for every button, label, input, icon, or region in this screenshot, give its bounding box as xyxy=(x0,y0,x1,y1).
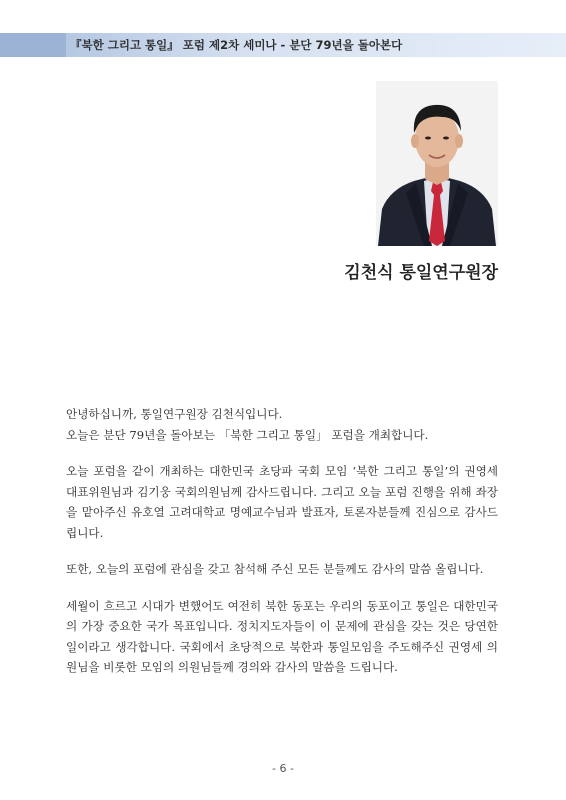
paragraph-4: 세월이 흐르고 시대가 변했어도 여전히 북한 동포는 우리의 동포이고 통일은 대한민국의 가장 중요한 국가 목표입니다. 정치지도자들이 이 문제에 관심을 갖는 것은 당연한 일이라고 생각합니다. 국회에서 초당적으로 북한과 통일모임을 주도해주신 권영세 의원님을 비롯한 모임의 의원님들께 경의와 감사의 말씀을 드립니다. xyxy=(66,598,498,674)
header-band xyxy=(0,33,566,57)
speaker-name: 김천식 통일연구원장 xyxy=(344,263,498,283)
paragraph-1-line-1: 안녕하십니까, 통일연구원장 김천식입니다. xyxy=(66,407,283,421)
paragraph-2: 오늘 포럼을 같이 개최하는 대한민국 초당파 국회 모임 ‘북한 그리고 통일’의 권영세 대표위원님과 김기웅 국회의원님께 감사드립니다. 그리고 오늘 포럼 진행을 위해 좌장을 맡아주신 유호열 고려대학교 명예교수님과 발표자, 토론자분들께 진심으로 감사드립니다. xyxy=(66,464,498,540)
speech-body xyxy=(66,404,498,678)
paragraph-1-line-2: 오늘은 분단 79년을 돌아보는 「북한 그리고 통일」 포럼을 개최합니다. xyxy=(66,427,429,442)
header-accent-bar xyxy=(0,33,66,57)
portrait-image xyxy=(376,81,498,246)
header-title: 『북한 그리고 통일』 포럼 제2차 세미나 - 분단 79년을 돌아본다 xyxy=(70,38,403,52)
speaker-photo xyxy=(376,81,498,246)
page-number: - 6 - xyxy=(272,762,294,775)
paragraph-3: 또한, 오늘의 포럼에 관심을 갖고 참석해 주신 모든 분들께도 감사의 말씀 올립니다. xyxy=(66,562,484,576)
